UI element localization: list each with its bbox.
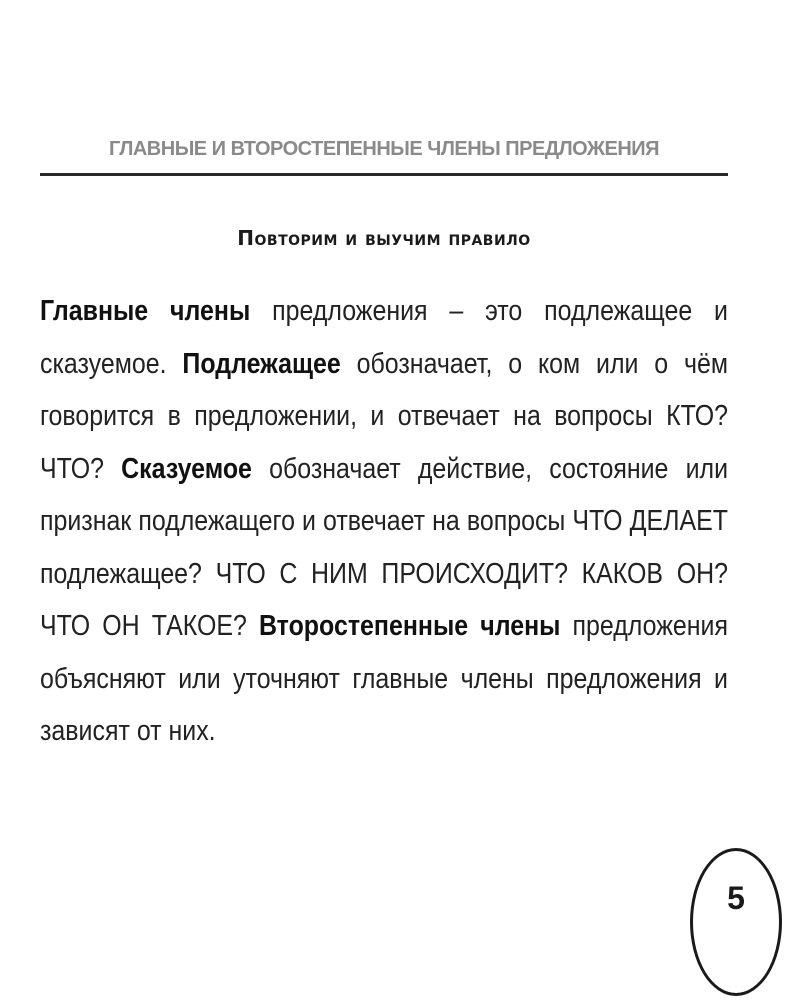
term-predicate: Сказуемое	[121, 452, 252, 485]
rule-text-segment: обозначает, о ком или о чём говорится в предложении, и отвечает на вопросы КТО? ЧТО?	[40, 347, 729, 485]
header-divider	[40, 173, 728, 176]
term-main-members: Главные члены	[40, 295, 251, 327]
page-number-circle	[690, 848, 782, 996]
term-subject: Подлежащее	[182, 347, 341, 380]
rule-paragraph	[40, 285, 728, 758]
rule-text-segment: предложения объясняют или уточняют главные члены предложения и зависят от них.	[40, 610, 728, 747]
section-header: ГЛАВНЫЕ И ВТОРОСТЕПЕННЫЕ ЧЛЕНЫ ПРЕДЛОЖЕНИЯ	[108, 138, 660, 160]
rule-text-segment: предложения – это подлежащее и сказуемое.	[40, 295, 728, 380]
term-secondary-members: Второстепенные члены	[259, 610, 561, 642]
page-number: 5	[727, 880, 745, 916]
rule-subheading: Повторим и выучим правило	[237, 226, 531, 250]
rule-text-segment: обозначает действие, состояние или признак подлежащего и отвечает на вопросы ЧТО ДЕЛАЕТ подлежащее? ЧТО С НИМ ПРОИСХОДИТ? КАКОВ ОН? ЧТО ОН ТАКОЕ?	[40, 452, 728, 642]
